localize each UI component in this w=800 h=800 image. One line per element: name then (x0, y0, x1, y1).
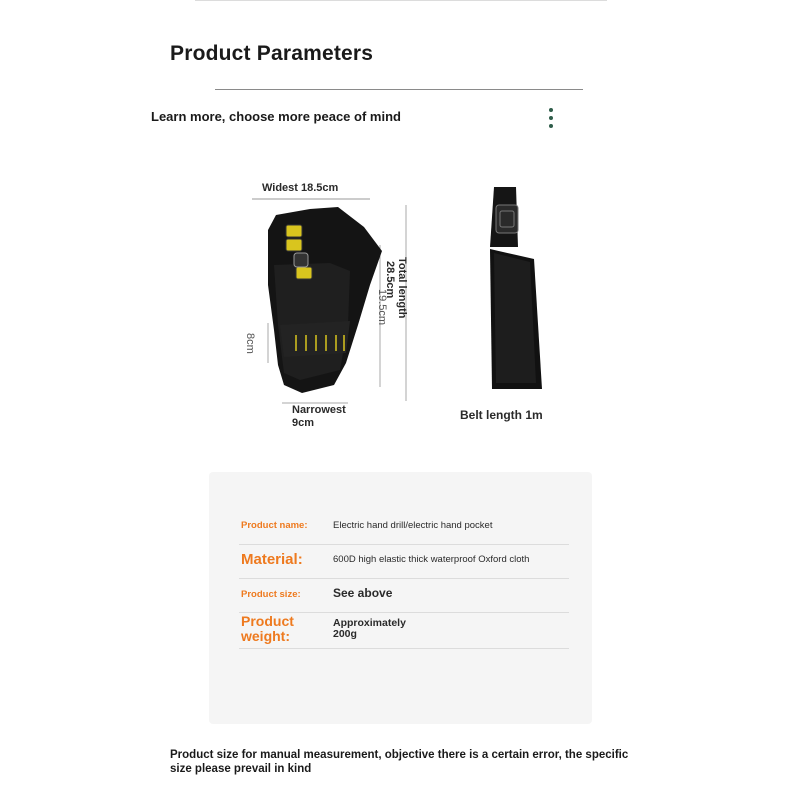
param-value: Approximately 200g (333, 617, 406, 640)
row-divider (239, 648, 569, 649)
total-length-value: 28.5cm (384, 261, 396, 299)
row-divider (239, 544, 569, 545)
measurement-note: Product size for manual measurement, objective there is a certain error, the specific size please prevail in kind (170, 749, 629, 775)
belt-length-label: Belt length 1m (460, 408, 543, 422)
param-row-size (241, 584, 570, 610)
dot (549, 124, 553, 128)
total-length-label: Total length (396, 257, 408, 319)
dot (549, 108, 553, 112)
param-row-material (241, 548, 570, 578)
param-value: See above (333, 586, 393, 600)
more-options-icon[interactable] (549, 108, 555, 132)
dot (549, 116, 553, 120)
widest-dimension: Widest 18.5cm (262, 182, 339, 194)
side-length-value: 8cm (244, 333, 256, 354)
narrowest-value: 9cm (292, 417, 315, 429)
param-label: Product name: (241, 520, 308, 531)
top-divider (195, 0, 607, 1)
row-divider (239, 578, 569, 579)
inner-length-value: 19.5cm (376, 289, 388, 326)
param-row-weight (241, 614, 570, 650)
product-figure (240, 175, 580, 435)
parameter-card (209, 472, 592, 724)
narrowest-label: Narrowest (292, 404, 346, 416)
param-label: Product size: (241, 589, 301, 600)
param-value: 600D high elastic thick waterproof Oxford cloth (333, 554, 530, 565)
param-label: Product weight: (241, 613, 294, 644)
param-label: Material: (241, 551, 303, 568)
page-title: Product Parameters (170, 42, 374, 65)
tool-bag-illustration (240, 175, 580, 435)
param-value: Electric hand drill/electric hand pocket (333, 520, 493, 531)
page-subtitle: Learn more, choose more peace of mind (151, 109, 401, 124)
title-underline (215, 89, 583, 90)
param-row-name (241, 519, 570, 539)
